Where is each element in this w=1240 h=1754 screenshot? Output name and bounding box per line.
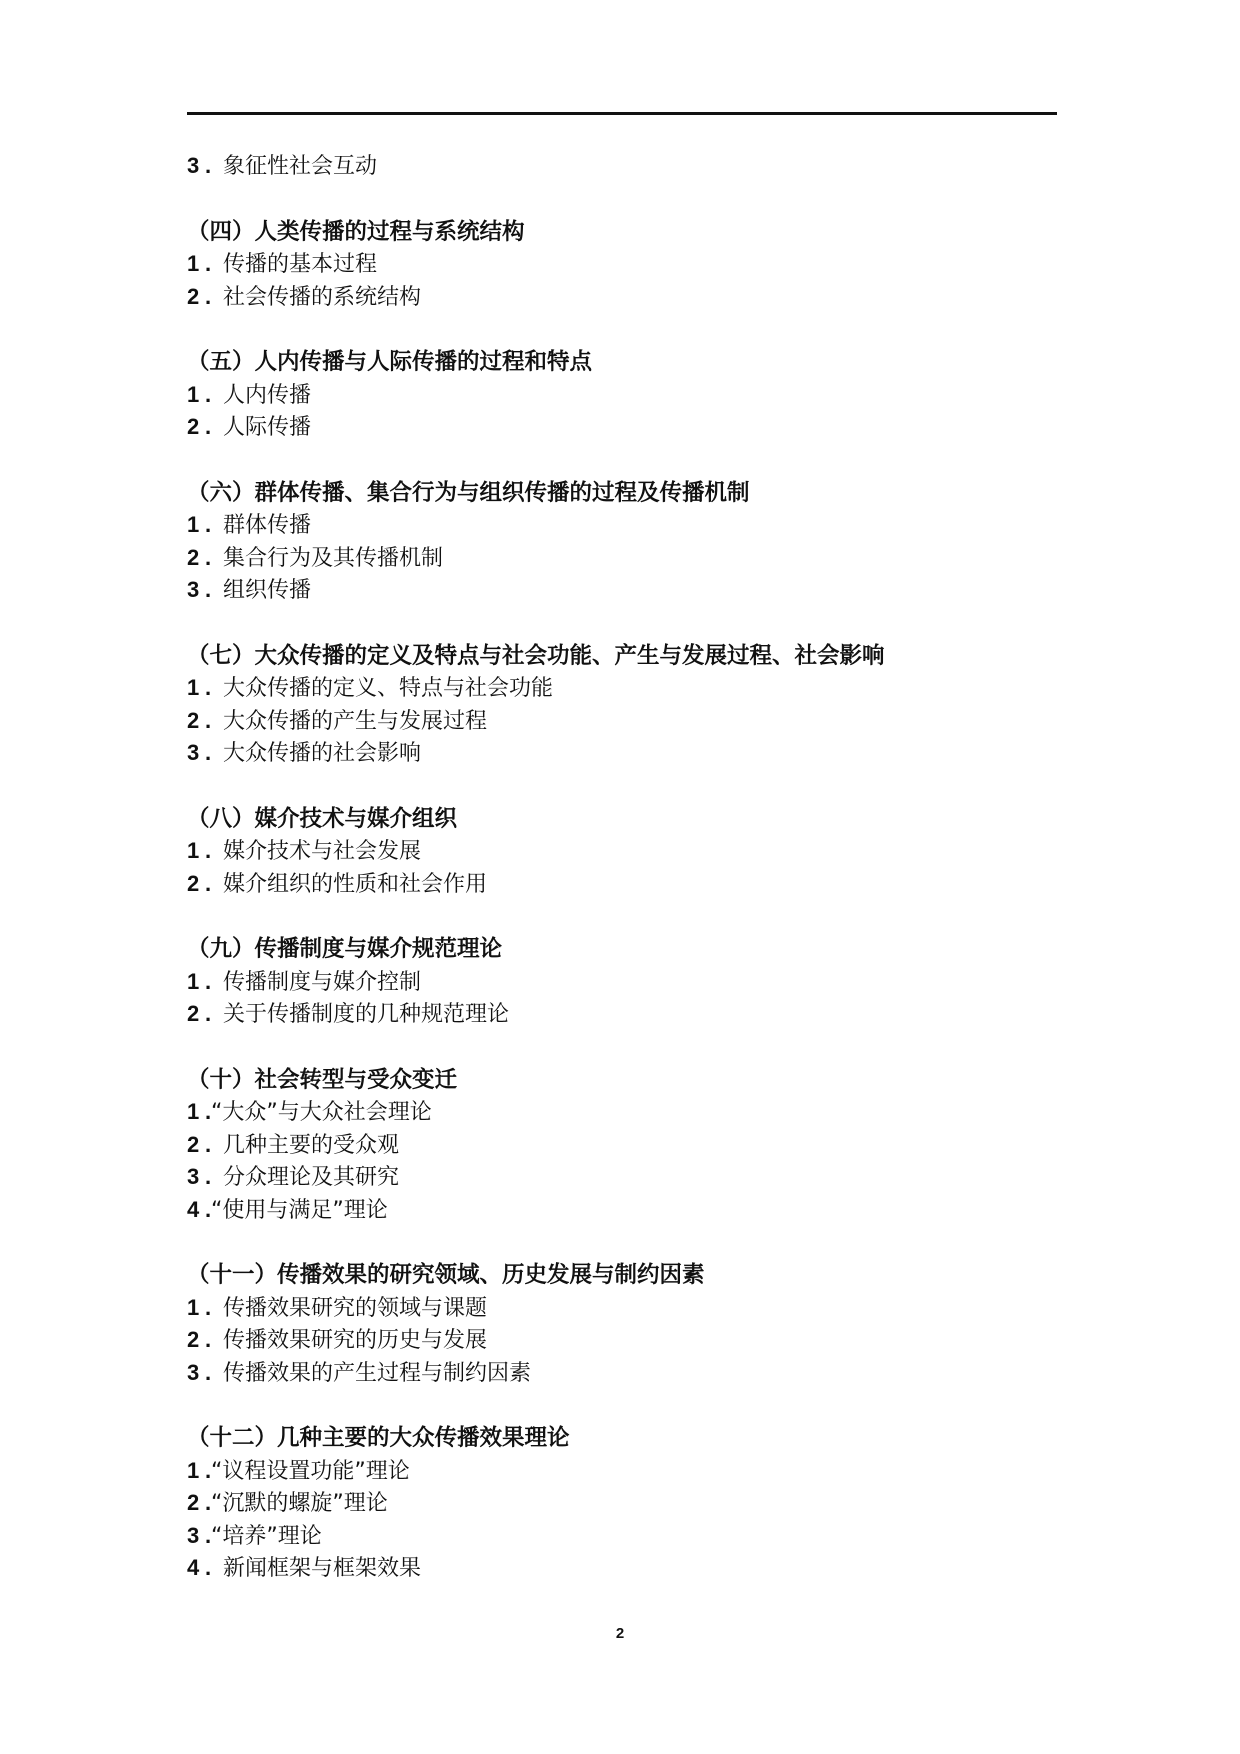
outline-item [187, 966, 1067, 999]
section-heading: （十二）几种主要的大众传播效果理论 [187, 1425, 570, 1451]
document-body [187, 150, 1067, 1585]
outline-section [187, 803, 1067, 901]
item-number: 2 [187, 1327, 200, 1352]
outline-item [187, 1096, 1067, 1129]
item-number: 2 [187, 870, 200, 896]
item-text: “沉默的螺旋”理论 [211, 1491, 388, 1516]
item-text: 群体传播 [223, 513, 312, 538]
item-text: 象征性社会互动 [223, 154, 378, 179]
item-number: 3 [187, 1164, 200, 1189]
item-text: 几种主要的受众观 [223, 1132, 400, 1158]
item-text: 大众传播的定义、特点与社会功能 [223, 676, 554, 701]
item-text: 组织传播 [223, 578, 312, 603]
item-text: 传播制度与媒介控制 [223, 969, 422, 995]
outline-section [187, 1259, 1067, 1389]
item-text: 传播的基本过程 [223, 252, 378, 277]
item-separator: . [205, 675, 212, 700]
item-number: 1 [187, 251, 200, 276]
outline-item [187, 1194, 1067, 1227]
section-heading: （十一）传播效果的研究领域、历史发展与制约因素 [187, 1262, 705, 1288]
item-separator: . [205, 381, 212, 407]
item-separator: . [205, 414, 212, 439]
item-text: 人内传播 [223, 382, 312, 408]
item-text: “议程设置功能”理论 [211, 1458, 410, 1484]
item-separator: . [205, 1196, 212, 1222]
item-text: 大众传播的产生与发展过程 [223, 708, 488, 734]
item-text: 分众理论及其研究 [223, 1165, 400, 1190]
outline-item [187, 1129, 1067, 1162]
item-separator: . [205, 512, 212, 537]
outline-item [187, 509, 1067, 542]
item-text: 媒介组织的性质和社会作用 [223, 871, 488, 897]
item-number: 1 [187, 675, 200, 700]
item-number: 2 [187, 1490, 200, 1515]
section-heading: （四）人类传播的过程与系统结构 [187, 218, 525, 245]
item-text: 社会传播的系统结构 [223, 284, 422, 310]
outline-section [187, 216, 1067, 314]
outline-item [187, 998, 1067, 1031]
item-separator: . [205, 1294, 212, 1320]
outline-section [187, 346, 1067, 444]
outline-item [187, 868, 1067, 901]
item-separator: . [205, 251, 212, 276]
outline-section [187, 477, 1067, 607]
outline-section [187, 1422, 1067, 1585]
item-separator: . [205, 1131, 212, 1157]
outline-item [187, 1161, 1067, 1194]
item-text: “培养”理论 [211, 1523, 322, 1549]
item-number: 1 [187, 1294, 200, 1320]
outline-item [187, 281, 1067, 314]
item-separator: . [205, 1099, 212, 1124]
outline-item [187, 1552, 1067, 1585]
item-separator: . [205, 1522, 212, 1548]
outline-item [187, 411, 1067, 444]
item-separator: . [205, 577, 212, 602]
item-separator: . [205, 1327, 212, 1352]
item-separator: . [205, 707, 212, 733]
outline-item [187, 1455, 1067, 1488]
section-heading: （十）社会转型与受众变迁 [187, 1066, 458, 1093]
item-text: 集合行为及其传播机制 [223, 545, 444, 571]
outline-item [187, 1324, 1067, 1357]
item-separator: . [205, 1490, 212, 1515]
item-separator: . [205, 838, 212, 863]
item-number: 3 [187, 577, 200, 602]
header-rule [187, 112, 1057, 115]
item-number: 2 [187, 1001, 200, 1026]
outline-item [187, 1292, 1067, 1325]
item-separator: . [205, 870, 212, 896]
outline-item [187, 835, 1067, 868]
outline-item [187, 379, 1067, 412]
item-number: 1 [187, 381, 200, 407]
item-number: 2 [187, 1131, 200, 1157]
item-separator: . [205, 1457, 212, 1483]
item-text: 关于传播制度的几种规范理论 [223, 1002, 510, 1027]
item-number: 1 [187, 1457, 200, 1483]
item-separator: . [205, 968, 212, 994]
section-heading: （六）群体传播、集合行为与组织传播的过程及传播机制 [187, 479, 750, 506]
outline-section [187, 933, 1067, 1031]
item-number: 4 [187, 1555, 200, 1580]
item-number: 1 [187, 968, 200, 994]
item-separator: . [205, 283, 212, 309]
item-separator: . [205, 740, 212, 765]
item-number: 4 [187, 1196, 200, 1222]
page-number: 2 [615, 1625, 625, 1642]
outline-item [187, 672, 1067, 705]
item-text: 媒介技术与社会发展 [223, 839, 422, 864]
outline-section [187, 640, 1067, 770]
item-number: 2 [187, 414, 200, 439]
item-separator: . [205, 1164, 212, 1189]
outline-item [187, 248, 1067, 281]
item-number: 2 [187, 283, 200, 309]
outline-item [187, 1487, 1067, 1520]
item-text: 新闻框架与框架效果 [223, 1556, 422, 1581]
item-separator: . [205, 544, 212, 570]
item-number: 1 [187, 512, 200, 537]
item-number: 3 [187, 1522, 200, 1548]
item-text: “使用与满足”理论 [211, 1197, 388, 1223]
section-heading: （七）大众传播的定义及特点与社会功能、产生与发展过程、社会影响 [187, 642, 885, 669]
outline-section [187, 150, 1067, 183]
section-heading: （九）传播制度与媒介规范理论 [187, 936, 503, 962]
item-text: 人际传播 [223, 415, 312, 440]
item-text: 大众传播的社会影响 [223, 741, 422, 766]
outline-item [187, 1357, 1067, 1390]
item-text: “大众”与大众社会理论 [211, 1100, 432, 1125]
outline-section [187, 1064, 1067, 1227]
item-separator: . [205, 153, 212, 178]
item-separator: . [205, 1359, 212, 1385]
item-number: 3 [187, 1359, 200, 1385]
item-number: 2 [187, 544, 200, 570]
item-text: 传播效果研究的领域与课题 [223, 1295, 488, 1321]
item-text: 传播效果研究的历史与发展 [223, 1328, 488, 1353]
item-number: 1 [187, 1099, 200, 1124]
item-number: 1 [187, 838, 200, 863]
item-number: 3 [187, 153, 200, 178]
item-number: 3 [187, 740, 200, 765]
outline-item [187, 542, 1067, 575]
item-number: 2 [187, 707, 200, 733]
item-text: 传播效果的产生过程与制约因素 [223, 1360, 532, 1386]
outline-item [187, 1520, 1067, 1553]
outline-item [187, 705, 1067, 738]
section-heading: （八）媒介技术与媒介组织 [187, 805, 458, 832]
item-separator: . [205, 1001, 212, 1026]
outline-item [187, 150, 1067, 183]
item-separator: . [205, 1555, 212, 1580]
section-heading: （五）人内传播与人际传播的过程和特点 [187, 349, 593, 375]
outline-item [187, 737, 1067, 770]
outline-item [187, 574, 1067, 607]
